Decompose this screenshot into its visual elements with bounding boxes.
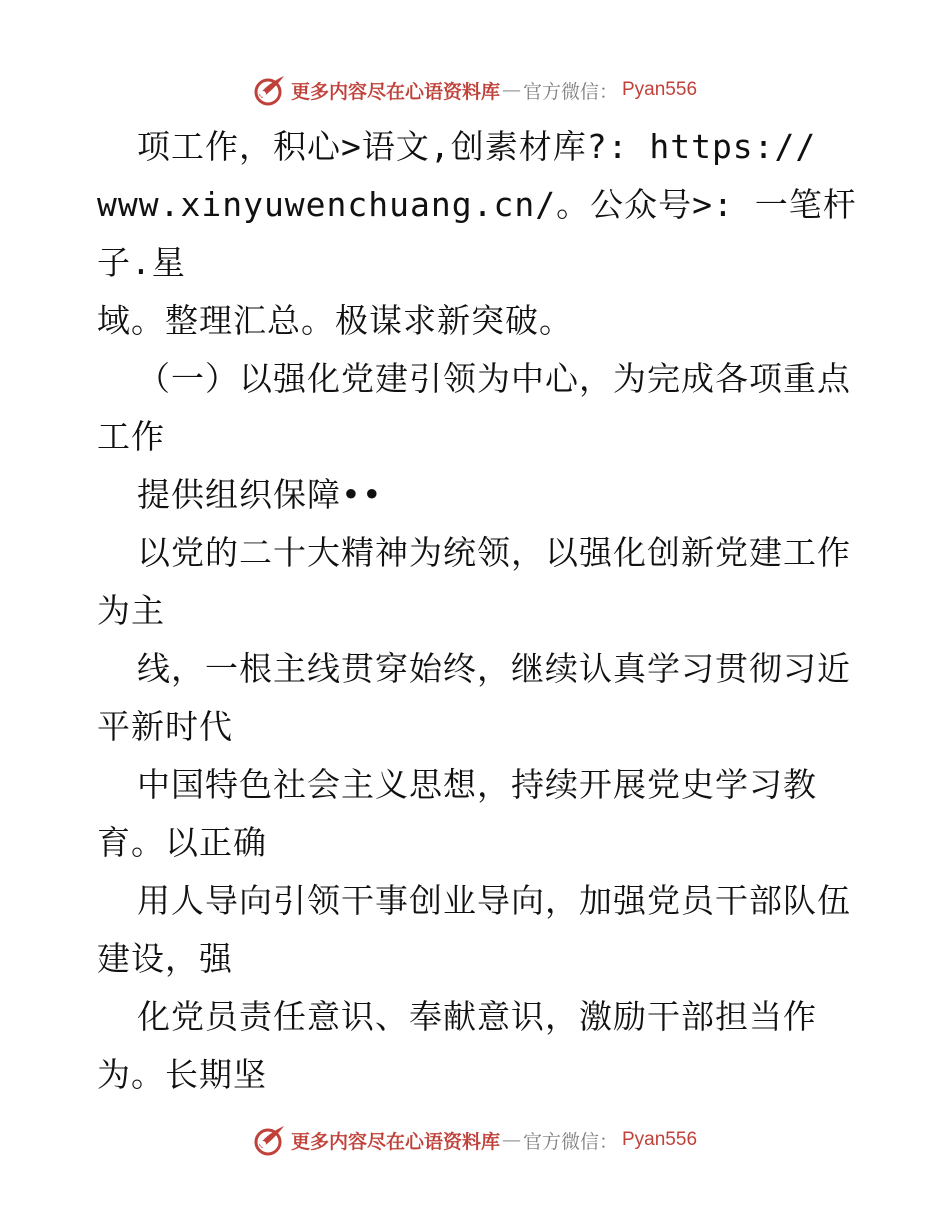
body-line: 工作 bbox=[97, 417, 165, 456]
banner-wechat-id: Pyan556 bbox=[622, 79, 698, 100]
banner-official-label: 官方微信： bbox=[522, 1130, 618, 1153]
body-line: 提供组织保障•• bbox=[137, 475, 383, 514]
quill-logo-icon bbox=[253, 73, 287, 107]
body-line: 建设，强 bbox=[97, 939, 233, 978]
document-body bbox=[97, 118, 857, 1104]
footer-banner bbox=[0, 1120, 950, 1160]
banner-wechat-id: Pyan556 bbox=[622, 1129, 698, 1150]
body-line: 以党的二十大精神为统领，以强化创新党建工作 bbox=[137, 533, 851, 572]
body-line: 用人导向引领干事创业导向，加强党员干部队伍 bbox=[137, 881, 851, 920]
body-line: 项工作，积心>语文,创素材库?: https:// bbox=[137, 127, 817, 166]
banner-main-text: 更多内容尽在心语资料库 bbox=[290, 1130, 500, 1153]
quill-logo-icon bbox=[253, 1123, 287, 1157]
body-line: 线，一根主线贯穿始终，继续认真学习贯彻习近 bbox=[137, 649, 851, 688]
body-line: 化党员责任意识、奉献意识，激励干部担当作 bbox=[137, 997, 817, 1036]
header-banner bbox=[0, 70, 950, 110]
body-line: 域。整理汇总。极谋求新突破。 bbox=[97, 301, 573, 340]
section-heading: （一）以强化党建引领为中心，为完成各项重点 bbox=[137, 359, 851, 398]
banner-official-label: 官方微信： bbox=[522, 80, 618, 103]
body-line: 为。长期坚 bbox=[97, 1055, 267, 1094]
body-line: www.xinyuwenchuang.cn/。公众号>: 一笔杆子.星 bbox=[97, 185, 857, 282]
banner-separator: — bbox=[501, 1129, 521, 1151]
body-line: 中国特色社会主义思想，持续开展党史学习教 bbox=[137, 765, 817, 804]
body-line: 为主 bbox=[97, 591, 165, 630]
banner-main-text: 更多内容尽在心语资料库 bbox=[290, 80, 500, 103]
body-line: 平新时代 bbox=[97, 707, 233, 746]
banner-separator: — bbox=[501, 79, 521, 101]
body-line: 育。以正确 bbox=[97, 823, 267, 862]
